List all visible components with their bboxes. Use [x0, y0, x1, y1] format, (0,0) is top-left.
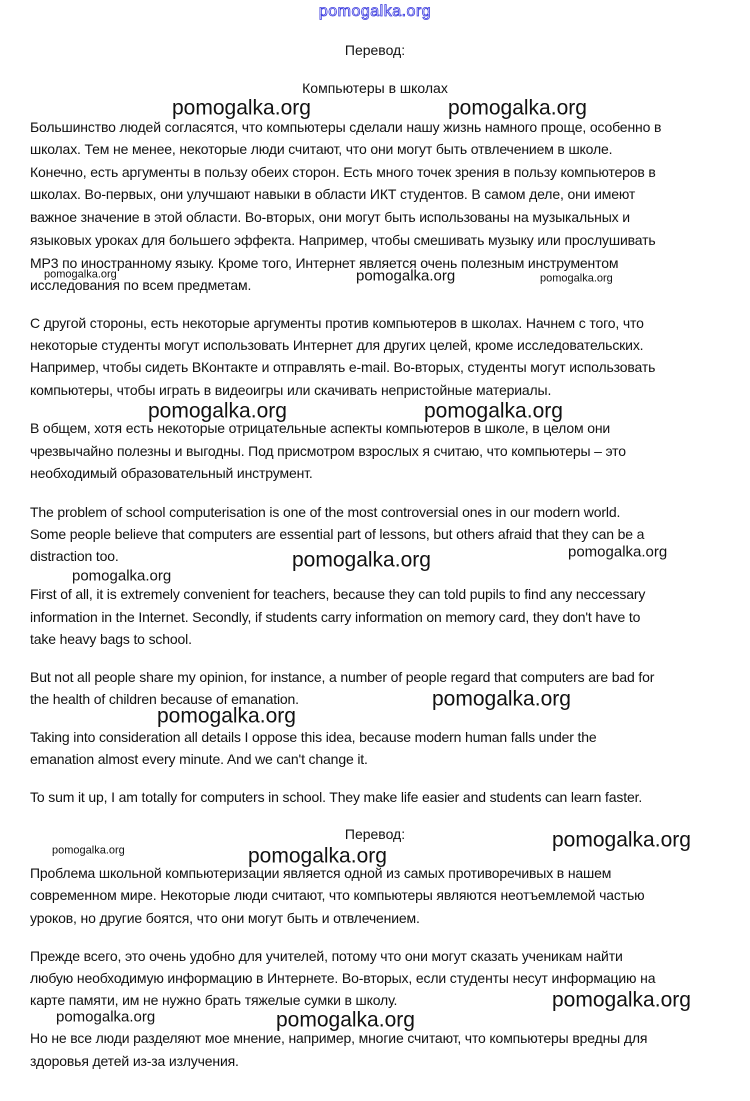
paragraph-line: But not all people share my opinion, for instance, a number of people regard that computers are bad for: [30, 669, 655, 685]
paragraph-line: компьютеры, чтобы играть в видеоигры или скачивать непристойные материалы.: [30, 382, 552, 398]
watermark: pomogalka.org: [148, 399, 287, 423]
paragraph-line: MP3 по иностранному языку. Кроме того, Интернет является очень полезным инструментом: [30, 255, 619, 271]
paragraph-line: здоровья детей из-за излучения.: [30, 1053, 239, 1069]
watermark: pomogalka.org: [56, 1008, 156, 1026]
paragraph-line: Например, чтобы сидеть ВКонтакте и отправлять e-mail. Во-вторых, студенты могут использовать: [30, 359, 656, 375]
paragraph-line: С другой стороны, есть некоторые аргументы против компьютеров в школах. Начнем с того, что: [30, 315, 644, 331]
watermark: pomogalka.org: [448, 96, 587, 120]
document-title: Компьютеры в школах: [302, 80, 448, 96]
watermark: pomogalka.org: [72, 567, 172, 585]
watermark: pomogalka.org: [432, 687, 571, 711]
paragraph-line: Taking into consideration all details I oppose this idea, because modern human falls under the: [30, 729, 597, 745]
watermark: pomogalka.org: [568, 543, 668, 561]
paragraph-line: языковых уроках для большего эффекта. Например, чтобы смешивать музыку или прослушивать: [30, 232, 656, 248]
paragraph-line: First of all, it is extremely convenient for teachers, because they can told pupils to find any neccessary: [30, 586, 646, 602]
watermark: pomogalka.org: [44, 268, 117, 281]
paragraph-line: современном мире. Некоторые люди считают, что компьютеры являются неотъемлемой частью: [30, 887, 645, 903]
paragraph-line: distraction too.: [30, 548, 119, 564]
paragraph-line: некоторые студенты могут использовать Интернет для других целей, кроме исследовательских.: [30, 337, 644, 353]
paragraph-line: emanation almost every minute. And we can't change it.: [30, 751, 368, 767]
watermark: pomogalka.org: [424, 399, 563, 423]
paragraph-line: уроков, но другие боятся, что они могут быть и отвлечением.: [30, 910, 420, 926]
watermark: pomogalka.org: [276, 1008, 415, 1032]
paragraph-line: В общем, хотя есть некоторые отрицательные аспекты компьютеров в школе, в целом они: [30, 420, 611, 436]
watermark: pomogalka.org: [356, 267, 456, 285]
watermark: pomogalka.org: [157, 704, 296, 728]
paragraph-line: information in the Internet. Secondly, if students carry information on memory card, they don't have to: [30, 609, 641, 625]
watermark: pomogalka.org: [248, 844, 387, 868]
watermark: pomogalka.org: [52, 844, 125, 857]
watermark: pomogalka.org: [552, 988, 691, 1012]
paragraph-line: Но не все люди разделяют мое мнение, например, многие считают, что компьютеры вредны для: [30, 1030, 648, 1046]
site-header-link[interactable]: pomogalka.org: [318, 3, 432, 20]
paragraph-line: Some people believe that computers are essential part of lessons, but others afraid that they can be a: [30, 526, 645, 542]
paragraph-line: важное значение в этой области. Во-вторых, они могут быть использованы на музыкальных и: [30, 209, 630, 225]
paragraph-line: школах. Во-первых, они улучшают навыки в области ИКТ студентов. В самом деле, они имеют: [30, 186, 636, 202]
paragraph-line: take heavy bags to school.: [30, 631, 192, 647]
paragraph-line: Большинство людей согласятся, что компьютеры сделали нашу жизнь намного проще, особенно в: [30, 119, 662, 135]
translation-heading: Перевод:: [344, 42, 406, 58]
watermark: pomogalka.org: [540, 272, 613, 285]
paragraph-line: школах. Тем не менее, некоторые люди считают, что они могут быть отвлечением в школе.: [30, 141, 613, 157]
paragraph-line: чрезвычайно полезны и выгодны. Под присмотром взрослых я считаю, что компьютеры – это: [30, 443, 626, 459]
paragraph-line: The problem of school computerisation is one of the most controversial ones in our modern world.: [30, 504, 621, 520]
paragraph-line: the health of children because of emanation.: [30, 691, 299, 707]
paragraph-line: необходимый образовательный инструмент.: [30, 465, 313, 481]
paragraph-line: Конечно, есть аргументы в пользу обеих сторон. Есть много точек зрения в пользу компьютеров в: [30, 164, 656, 180]
watermark: pomogalka.org: [172, 96, 311, 120]
paragraph-line: исследования по всем предметам.: [30, 277, 252, 293]
watermark: pomogalka.org: [552, 828, 691, 852]
paragraph-line: любую необходимую информацию в Интернете. Во-вторых, если студенты несут информацию на: [30, 970, 656, 986]
paragraph-line: Прежде всего, это очень удобно для учителей, потому что они могут сказать ученикам найти: [30, 948, 623, 964]
watermark: pomogalka.org: [292, 548, 431, 572]
paragraph-line: To sum it up, I am totally for computers in school. They make life easier and students can learn faster.: [30, 789, 643, 805]
paragraph-line: Проблема школьной компьютеризации является одной из самых противоречивых в нашем: [30, 865, 612, 881]
paragraph-line: карте памяти, им не нужно брать тяжелые сумки в школу.: [30, 992, 398, 1008]
translation-heading-2: Перевод:: [344, 826, 406, 842]
